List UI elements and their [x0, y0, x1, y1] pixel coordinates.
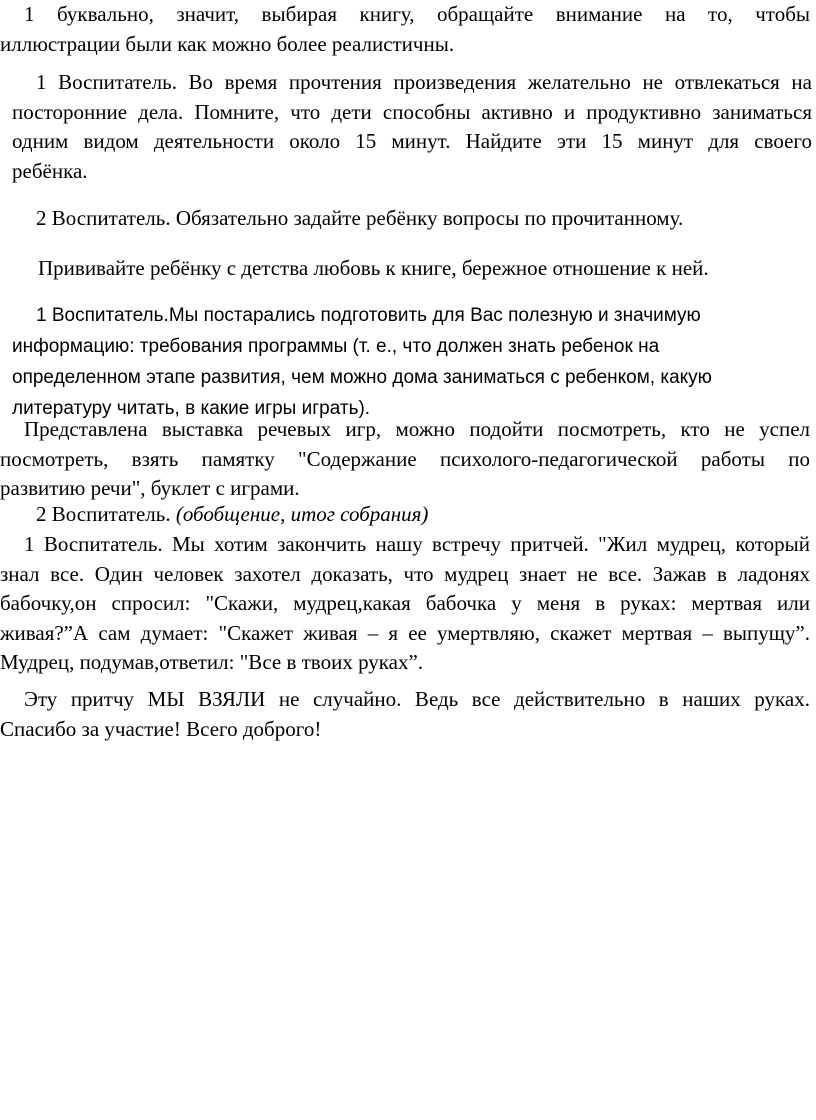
paragraph-6 — [0, 415, 810, 504]
paragraph-6-line-2: посмотреть, взять памятку "Содержание психолого-педагогической работы по — [0, 446, 810, 471]
paragraph-7-prefix: 2 Воспитатель. — [36, 502, 176, 526]
paragraph-8-line-4: живая?”А сам думает: "Скажет живая – я ее умертвляю, скажет мертвая – выпущу”. — [0, 620, 810, 645]
paragraph-7-line-1 — [36, 500, 428, 530]
paragraph-5-line-2: информацию: требования программы (т. е., что должен знать ребенок на — [12, 336, 660, 357]
paragraph-1-line-2: иллюстрации были как можно более реалистичны. — [0, 31, 455, 56]
paragraph-8-line-3: бабочку,он спросил: "Скажи, мудрец,какая бабочка у меня в руках: мертвая или — [0, 591, 810, 615]
paragraph-6-line-3: развитию речи", буклет с играми. — [0, 476, 300, 500]
paragraph-2-line-4: ребёнка. — [12, 158, 88, 183]
paragraph-5-line-1: 1 Воспитатель.Мы постарались подготовить для Вас полезную и значимую — [36, 305, 701, 326]
paragraph-6-line-1: Представлена выставка речевых игр, можно подойти посмотреть, кто не успел — [24, 417, 810, 441]
paragraph-3 — [36, 204, 683, 234]
paragraph-9-line-1: Эту притчу МЫ ВЗЯЛИ не случайно. Ведь все действительно в наших руках. — [24, 687, 810, 711]
paragraph-4 — [38, 254, 709, 284]
paragraph-9-line-2: Спасибо за участие! Всего доброго! — [0, 716, 322, 741]
paragraph-5 — [12, 300, 772, 424]
paragraph-5-line-3: определенном этапе развития, чем можно дома заниматься с ребенком, какую — [12, 367, 712, 388]
paragraph-8-line-2: знал все. Один человек захотел доказать, что мудрец знает не все. Зажав в ладонях — [0, 561, 810, 586]
paragraph-8-line-5: Мудрец, подумав,ответил: "Все в твоих руках”. — [0, 650, 424, 674]
paragraph-7-italic: (обобщение, итог собрания) — [175, 502, 429, 526]
paragraph-5-line-4: литературу читать, в какие игры играть). — [12, 398, 371, 419]
paragraph-7 — [36, 500, 428, 530]
paragraph-2-line-1: 1 Воспитатель. Во время прочтения произведения желательно не отвлекаться на — [36, 70, 812, 94]
paragraph-8 — [0, 530, 810, 678]
paragraph-3-line-1: 2 Воспитатель. Обязательно задайте ребёнку вопросы по прочитанному. — [36, 206, 684, 230]
paragraph-2-line-2: посторонние дела. Помните, что дети способны активно и продуктивно заниматься — [12, 99, 812, 124]
paragraph-4-line-1: Прививайте ребёнку с детства любовь к книге, бережное отношение к ней. — [38, 256, 709, 280]
paragraph-9 — [0, 685, 810, 744]
paragraph-8-line-1: 1 Воспитатель. Мы хотим закончить нашу встречу притчей. "Жил мудрец, который — [24, 532, 810, 556]
paragraph-1 — [0, 0, 810, 59]
paragraph-2-line-3: одним видом деятельности около 15 минут. Найдите эти 15 минут для своего — [12, 129, 812, 153]
paragraph-1-line-1: 1 буквально, значит, выбирая книгу, обращайте внимание на то, чтобы — [24, 2, 810, 26]
paragraph-2 — [12, 68, 812, 186]
